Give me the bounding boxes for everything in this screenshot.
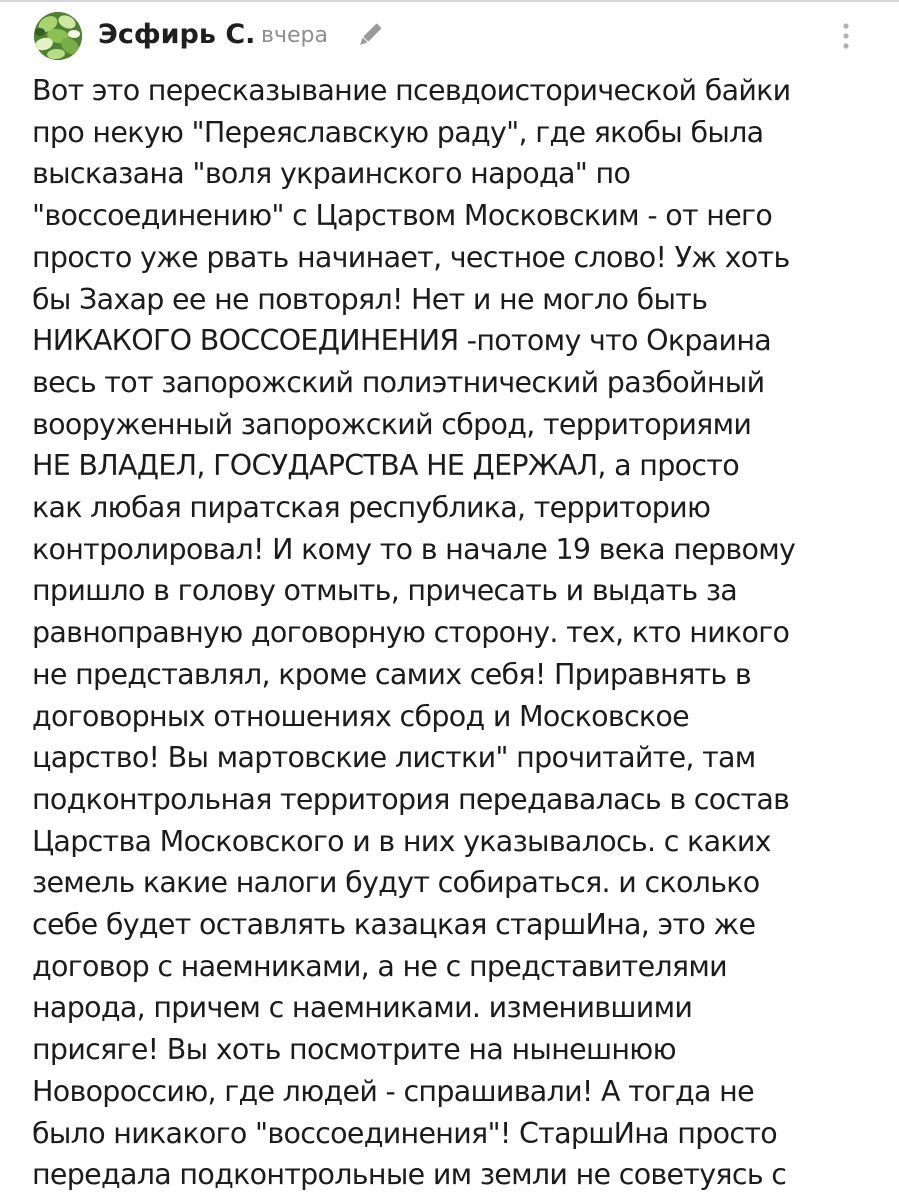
comment-line: договорных отношениях сброд и Московское <box>32 699 690 733</box>
comment-timestamp: вчера <box>261 23 328 48</box>
author-name[interactable]: Эсфирь С. <box>98 19 256 50</box>
comment-text <box>32 70 872 1196</box>
comment-line: пришло в голову отмыть, причесать и выдать за <box>32 574 738 608</box>
comment-line: не представлял, кроме самих себя! Приравнять в <box>32 657 751 691</box>
comment-line: НЕ ВЛАДЕЛ, ГОСУДАРСТВА НЕ ДЕРЖАЛ, а просто <box>32 449 739 483</box>
comment-line: Царства Московского и в них указывалось. с каких <box>32 824 771 858</box>
comment-line: себе будет оставлять казацкая старшИна, это же <box>32 908 756 942</box>
comment-line: передала подконтрольные им земли не советуясь с <box>32 1158 787 1192</box>
comment-line: договор с наемниками, а не с представителями <box>32 949 727 983</box>
comment-line: как любая пиратская республика, территорию <box>32 491 711 525</box>
comment-line: Вот это пересказывание псевдоисторической байки <box>32 74 791 107</box>
comment-line: весь тот запорожский полиэтнический разбойный <box>32 365 765 399</box>
comment-line: подконтрольная территория передавалась в состав <box>32 782 790 816</box>
comment-line: присяге! Вы хоть посмотрите на нынешнюю <box>32 1033 676 1067</box>
comment-line: равноправную договорную сторону. тех, кто никого <box>32 616 790 650</box>
comment-line: просто уже рвать начинает, честное слово! Уж хоть <box>32 240 790 274</box>
comment-line: земель какие налоги будут собираться. и сколько <box>32 866 760 900</box>
comment-line: Новороссию, где людей - спрашивали! А тогда не <box>32 1074 754 1108</box>
comment-line: про некую "Переяславскую раду", где якобы была <box>32 115 764 149</box>
author-avatar[interactable] <box>34 12 82 60</box>
pencil-icon[interactable] <box>354 19 386 51</box>
more-vertical-icon[interactable] <box>834 18 858 54</box>
comment-header <box>0 0 899 70</box>
comment-line: было никакого "воссоединения"! СтаршИна просто <box>32 1116 777 1150</box>
comment-line: контролировал! И кому то в начале 19 века первому <box>32 532 796 566</box>
comment-line: вооруженный запорожский сброд, территориями <box>32 407 752 441</box>
comment-line: народа, причем с наемниками. изменившими <box>32 991 693 1025</box>
comment-line: "воссоединению" с Царством Московским - от него <box>32 199 773 233</box>
avatar-leaves-photo-icon <box>34 12 82 60</box>
comment-line: НИКАКОГО ВОССОЕДИНЕНИЯ -потому что Окраина <box>32 324 772 358</box>
comment-line: царство! Вы мартовские листки" прочитайте, там <box>32 741 756 775</box>
comment-line: высказана "воля украинского народа" по <box>32 157 631 191</box>
comment-line: бы Захар ее не повторял! Нет и не могло быть <box>32 282 708 316</box>
